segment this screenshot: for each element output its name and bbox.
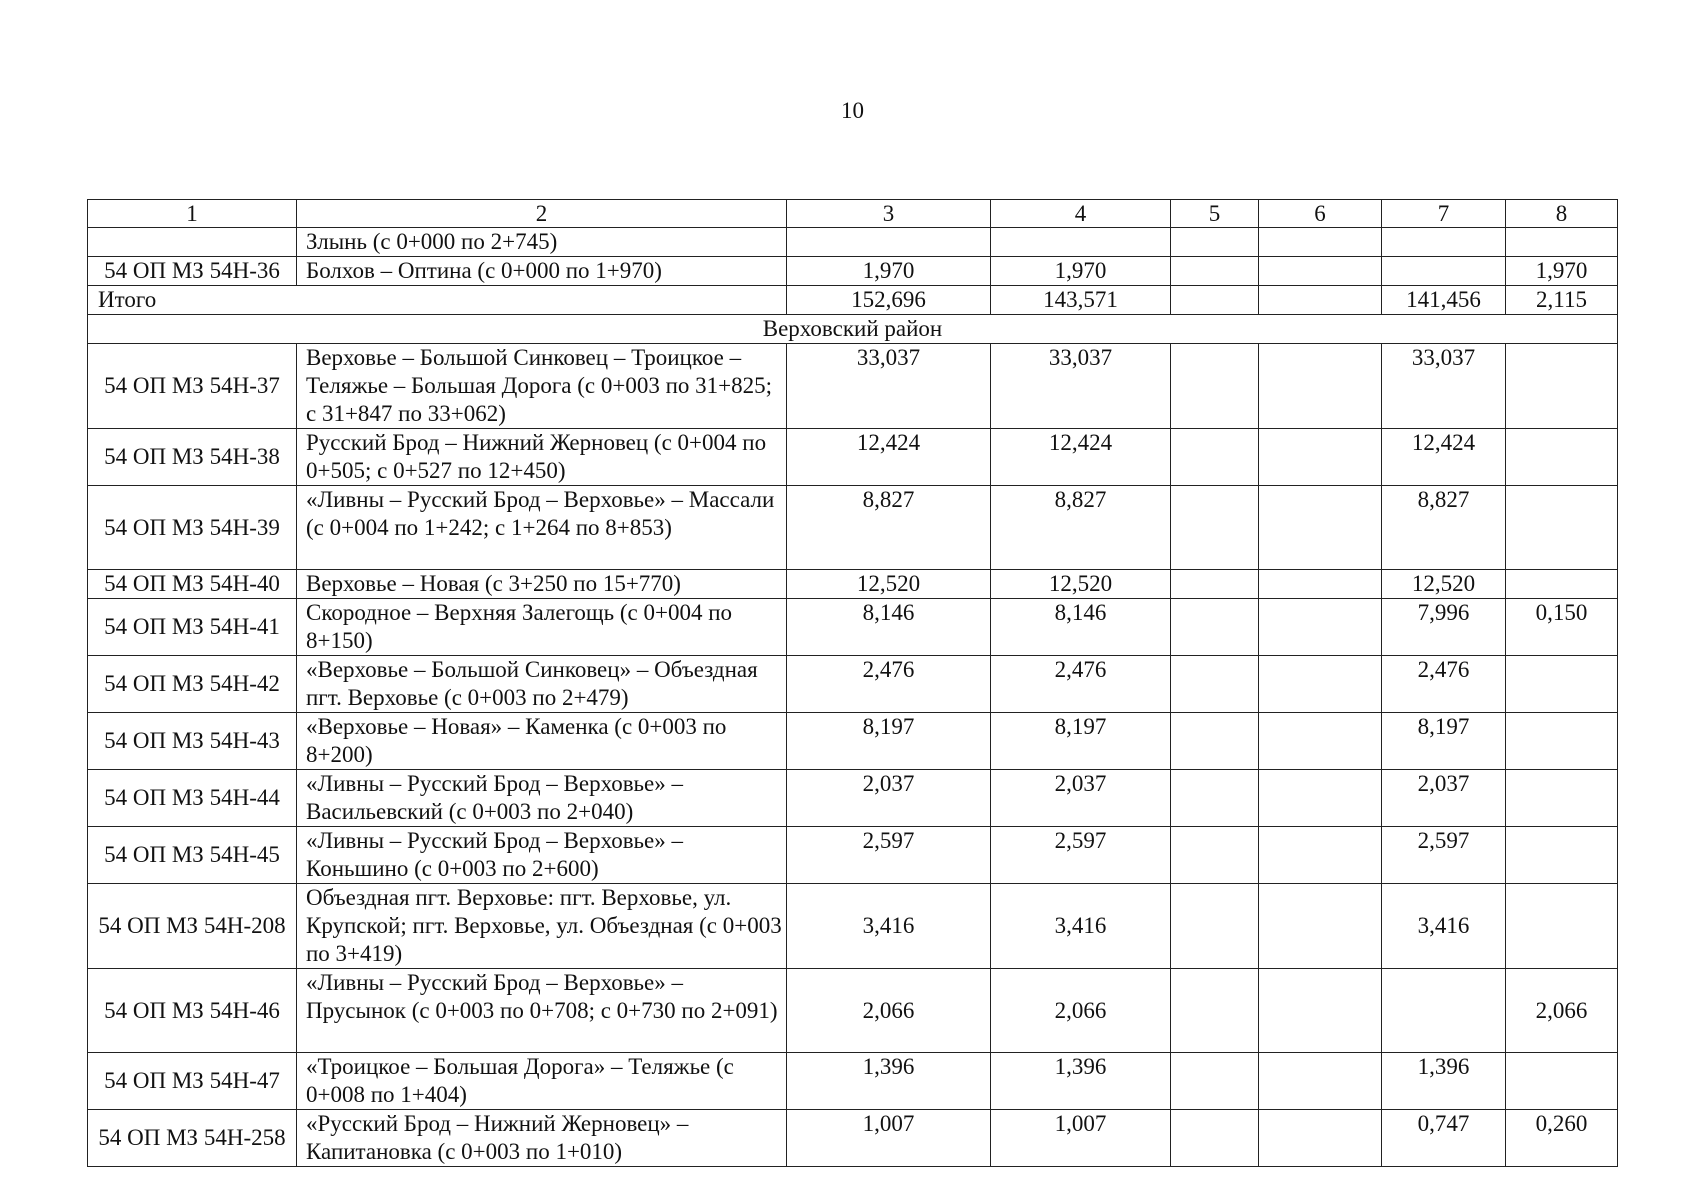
cell-6 — [1259, 429, 1382, 486]
cell-7 — [1382, 969, 1506, 1053]
column-header-5: 5 — [1171, 200, 1259, 228]
total-cell-7: 141,456 — [1382, 286, 1506, 315]
cell-4: 1,396 — [991, 1053, 1171, 1110]
table-row — [88, 827, 1618, 884]
cell-6 — [1259, 228, 1382, 257]
column-header-8: 8 — [1506, 200, 1618, 228]
cell-7 — [1382, 257, 1506, 286]
total-label: Итого — [88, 286, 787, 315]
cell-6 — [1259, 344, 1382, 429]
cell-8 — [1506, 1053, 1618, 1110]
cell-5 — [1171, 1053, 1259, 1110]
cell-4: 8,827 — [991, 486, 1171, 570]
cell-8 — [1506, 713, 1618, 770]
table-row — [88, 486, 1618, 570]
road-code-cell: 54 ОП МЗ 54Н-45 — [88, 827, 297, 884]
cell-5 — [1171, 656, 1259, 713]
cell-3: 1,970 — [787, 257, 991, 286]
road-code-cell: 54 ОП МЗ 54Н-40 — [88, 570, 297, 599]
column-header-7: 7 — [1382, 200, 1506, 228]
table-row — [88, 884, 1618, 969]
cell-4: 12,520 — [991, 570, 1171, 599]
cell-5 — [1171, 969, 1259, 1053]
cell-6 — [1259, 713, 1382, 770]
road-code-cell: 54 ОП МЗ 54Н-44 — [88, 770, 297, 827]
cell-7: 0,747 — [1382, 1110, 1506, 1167]
cell-8: 0,150 — [1506, 599, 1618, 656]
road-code-cell: 54 ОП МЗ 54Н-208 — [88, 884, 297, 969]
cell-7: 12,520 — [1382, 570, 1506, 599]
cell-7: 33,037 — [1382, 344, 1506, 429]
cell-6 — [1259, 599, 1382, 656]
cell-8: 1,970 — [1506, 257, 1618, 286]
cell-4: 8,146 — [991, 599, 1171, 656]
cell-8 — [1506, 429, 1618, 486]
cell-4 — [991, 228, 1171, 257]
cell-7 — [1382, 228, 1506, 257]
cell-7: 2,476 — [1382, 656, 1506, 713]
cell-8 — [1506, 770, 1618, 827]
road-name-cell: «Верховье – Новая» – Каменка (с 0+003 по 8+200) — [297, 713, 787, 770]
cell-6 — [1259, 1053, 1382, 1110]
cell-3: 2,597 — [787, 827, 991, 884]
cell-3: 3,416 — [787, 884, 991, 969]
cell-8 — [1506, 656, 1618, 713]
table-row — [88, 969, 1618, 1053]
road-name-cell: Объездная пгт. Верховье: пгт. Верховье, ул. Крупской; пгт. Верховье, ул. Объездная (с 0+003 по 3+419) — [297, 884, 787, 969]
road-name-cell: «Ливны – Русский Брод – Верховье» – Васильевский (с 0+003 по 2+040) — [297, 770, 787, 827]
cell-4: 2,597 — [991, 827, 1171, 884]
cell-5 — [1171, 770, 1259, 827]
cell-8 — [1506, 228, 1618, 257]
road-name-cell: Злынь (с 0+000 по 2+745) — [297, 228, 787, 257]
cell-4: 1,970 — [991, 257, 1171, 286]
cell-4: 3,416 — [991, 884, 1171, 969]
road-code-cell: 54 ОП МЗ 54Н-258 — [88, 1110, 297, 1167]
cell-7: 1,396 — [1382, 1053, 1506, 1110]
cell-5 — [1171, 228, 1259, 257]
road-code-cell: 54 ОП МЗ 54Н-43 — [88, 713, 297, 770]
cell-3: 8,197 — [787, 713, 991, 770]
page-number — [0, 98, 1693, 124]
road-name-cell: Скородное – Верхняя Залегощь (с 0+004 по 8+150) — [297, 599, 787, 656]
cell-4: 12,424 — [991, 429, 1171, 486]
cell-3: 12,520 — [787, 570, 991, 599]
cell-5 — [1171, 884, 1259, 969]
column-header-2: 2 — [297, 200, 787, 228]
cell-4: 2,066 — [991, 969, 1171, 1053]
road-code-cell: 54 ОП МЗ 54Н-37 — [88, 344, 297, 429]
cell-4: 2,476 — [991, 656, 1171, 713]
column-header-4: 4 — [991, 200, 1171, 228]
road-code-cell: 54 ОП МЗ 54Н-47 — [88, 1053, 297, 1110]
total-cell-8: 2,115 — [1506, 286, 1618, 315]
column-header-3: 3 — [787, 200, 991, 228]
cell-5 — [1171, 827, 1259, 884]
cell-6 — [1259, 1110, 1382, 1167]
column-number-row — [88, 200, 1618, 228]
cell-3: 1,396 — [787, 1053, 991, 1110]
cell-6 — [1259, 570, 1382, 599]
section-title: Верховский район — [88, 315, 1618, 344]
total-cell-4: 143,571 — [991, 286, 1171, 315]
road-code-cell: 54 ОП МЗ 54Н-41 — [88, 599, 297, 656]
road-code-cell: 54 ОП МЗ 54Н-46 — [88, 969, 297, 1053]
table-row — [88, 1053, 1618, 1110]
road-code-cell: 54 ОП МЗ 54Н-36 — [88, 257, 297, 286]
table-row — [88, 429, 1618, 486]
total-cell-3: 152,696 — [787, 286, 991, 315]
table-row — [88, 344, 1618, 429]
section-row — [88, 315, 1618, 344]
cell-4: 33,037 — [991, 344, 1171, 429]
cell-5 — [1171, 1110, 1259, 1167]
cell-3: 8,146 — [787, 599, 991, 656]
cell-6 — [1259, 656, 1382, 713]
cell-3 — [787, 228, 991, 257]
road-name-cell: «Русский Брод – Нижний Жерновец» – Капитановка (с 0+003 по 1+010) — [297, 1110, 787, 1167]
cell-3: 8,827 — [787, 486, 991, 570]
table-row — [88, 770, 1618, 827]
cell-8 — [1506, 827, 1618, 884]
cell-7: 2,597 — [1382, 827, 1506, 884]
table-row — [88, 599, 1618, 656]
cell-5 — [1171, 713, 1259, 770]
page-number-text: 10 — [841, 98, 864, 123]
cell-4: 8,197 — [991, 713, 1171, 770]
cell-8: 2,066 — [1506, 969, 1618, 1053]
road-name-cell: Болхов – Оптина (с 0+000 по 1+970) — [297, 257, 787, 286]
road-name-cell: Русский Брод – Нижний Жерновец (с 0+004 по 0+505; с 0+527 по 12+450) — [297, 429, 787, 486]
road-name-cell: «Ливны – Русский Брод – Верховье» – Коньшино (с 0+003 по 2+600) — [297, 827, 787, 884]
total-row — [88, 286, 1618, 315]
cell-4: 2,037 — [991, 770, 1171, 827]
road-name-cell: Верховье – Большой Синковец – Троицкое – Теляжье – Большая Дорога (с 0+003 по 31+825; с 31+847 по 33+062) — [297, 344, 787, 429]
cell-7: 3,416 — [1382, 884, 1506, 969]
cell-5 — [1171, 570, 1259, 599]
cell-6 — [1259, 969, 1382, 1053]
table-row — [88, 257, 1618, 286]
cell-7: 8,827 — [1382, 486, 1506, 570]
cell-8: 0,260 — [1506, 1110, 1618, 1167]
cell-3: 1,007 — [787, 1110, 991, 1167]
cell-3: 2,037 — [787, 770, 991, 827]
cell-8 — [1506, 344, 1618, 429]
cell-7: 2,037 — [1382, 770, 1506, 827]
cell-8 — [1506, 570, 1618, 599]
cell-6 — [1259, 257, 1382, 286]
cell-3: 12,424 — [787, 429, 991, 486]
cell-6 — [1259, 770, 1382, 827]
code-cell — [88, 228, 297, 257]
cell-5 — [1171, 429, 1259, 486]
table-row — [88, 1110, 1618, 1167]
continuation-row — [88, 228, 1618, 257]
district-rows — [88, 344, 1618, 1167]
column-header-6: 6 — [1259, 200, 1382, 228]
cell-3: 2,066 — [787, 969, 991, 1053]
cell-6 — [1259, 286, 1382, 315]
cell-5 — [1171, 286, 1259, 315]
table-row — [88, 656, 1618, 713]
column-header-1: 1 — [88, 200, 297, 228]
road-name-cell: «Верховье – Большой Синковец» – Объездная пгт. Верховье (с 0+003 по 2+479) — [297, 656, 787, 713]
cell-7: 8,197 — [1382, 713, 1506, 770]
cell-5 — [1171, 599, 1259, 656]
table-row — [88, 570, 1618, 599]
road-code-cell: 54 ОП МЗ 54Н-42 — [88, 656, 297, 713]
roads-table — [87, 199, 1618, 1167]
table-row — [88, 713, 1618, 770]
road-name-cell: Верховье – Новая (с 3+250 по 15+770) — [297, 570, 787, 599]
cell-3: 33,037 — [787, 344, 991, 429]
cell-8 — [1506, 486, 1618, 570]
cell-5 — [1171, 486, 1259, 570]
road-code-cell: 54 ОП МЗ 54Н-39 — [88, 486, 297, 570]
cell-7: 7,996 — [1382, 599, 1506, 656]
cell-6 — [1259, 884, 1382, 969]
cell-6 — [1259, 486, 1382, 570]
cell-4: 1,007 — [991, 1110, 1171, 1167]
cell-3: 2,476 — [787, 656, 991, 713]
road-code-cell: 54 ОП МЗ 54Н-38 — [88, 429, 297, 486]
cell-5 — [1171, 257, 1259, 286]
road-name-cell: «Троицкое – Большая Дорога» – Теляжье (с 0+008 по 1+404) — [297, 1053, 787, 1110]
road-name-cell: «Ливны – Русский Брод – Верховье» – Массали (с 0+004 по 1+242; с 1+264 по 8+853) — [297, 486, 787, 570]
cell-8 — [1506, 884, 1618, 969]
cell-7: 12,424 — [1382, 429, 1506, 486]
cell-6 — [1259, 827, 1382, 884]
road-name-cell: «Ливны – Русский Брод – Верховье» – Прусынок (с 0+003 по 0+708; с 0+730 по 2+091) — [297, 969, 787, 1053]
cell-5 — [1171, 344, 1259, 429]
